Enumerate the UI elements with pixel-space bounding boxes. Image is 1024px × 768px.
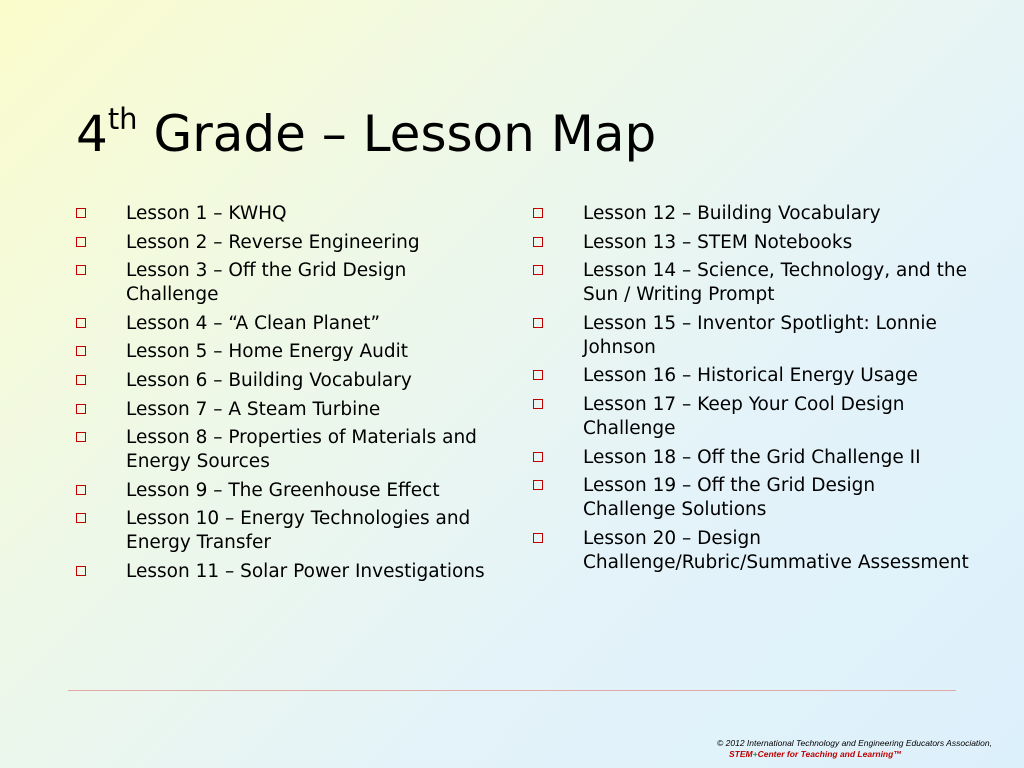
hollow-square-icon <box>533 533 543 543</box>
lesson-item <box>74 398 494 422</box>
hollow-square-icon <box>76 208 86 218</box>
lesson-label: Lesson 19 – Off the Grid Design Challenge Solutions <box>583 475 876 521</box>
lesson-item <box>531 446 971 470</box>
footer-brand-plus: + <box>752 749 758 759</box>
footer-divider <box>68 690 956 691</box>
lesson-label: Lesson 18 – Off the Grid Challenge II <box>583 446 921 468</box>
hollow-square-icon <box>533 318 543 328</box>
lesson-item <box>74 369 494 393</box>
lesson-label: Lesson 16 – Historical Energy Usage <box>583 365 918 387</box>
hollow-square-icon <box>76 265 86 275</box>
lesson-item <box>531 312 971 360</box>
footer-copyright: © 2012 International Technology and Engineering Educators Association, <box>717 738 992 748</box>
title-superscript: th <box>107 102 138 136</box>
lesson-item <box>531 202 971 226</box>
lesson-item <box>531 474 971 522</box>
footer-brand <box>717 749 992 760</box>
lesson-item <box>74 312 494 336</box>
lesson-label: Lesson 13 – STEM Notebooks <box>583 231 853 253</box>
hollow-square-icon <box>533 237 543 247</box>
lesson-label: Lesson 7 – A Steam Turbine <box>126 398 381 420</box>
hollow-square-icon <box>533 370 543 380</box>
hollow-square-icon <box>533 208 543 218</box>
hollow-square-icon <box>533 399 543 409</box>
footer <box>717 738 992 760</box>
title-number: 4 <box>76 105 108 163</box>
lesson-item <box>531 364 971 388</box>
lesson-label: Lesson 9 – The Greenhouse Effect <box>126 479 440 501</box>
lesson-item <box>74 340 494 364</box>
lesson-list-left <box>74 202 494 589</box>
footer-brand-name: Center for Teaching and Learning™ <box>757 749 902 759</box>
hollow-square-icon <box>76 237 86 247</box>
lesson-label: Lesson 17 – Keep Your Cool Design Challenge <box>583 393 905 439</box>
hollow-square-icon <box>76 432 86 442</box>
lesson-item <box>74 479 494 503</box>
lesson-label: Lesson 3 – Off the Grid Design Challenge <box>126 260 407 306</box>
lesson-item <box>74 259 494 307</box>
footer-brand-stem: STEM <box>729 749 753 759</box>
lesson-item <box>531 259 971 307</box>
hollow-square-icon <box>76 566 86 576</box>
hollow-square-icon <box>76 318 86 328</box>
hollow-square-icon <box>76 404 86 414</box>
lesson-label: Lesson 15 – Inventor Spotlight: Lonnie Johnson <box>583 312 937 358</box>
hollow-square-icon <box>533 265 543 275</box>
title-text: Grade – Lesson Map <box>137 105 657 163</box>
lesson-label: Lesson 8 – Properties of Materials and Energy Sources <box>126 427 477 473</box>
slide-title <box>76 102 656 166</box>
lesson-label: Lesson 11 – Solar Power Investigations <box>126 560 485 582</box>
lesson-label: Lesson 20 – Design Challenge/Rubric/Summative Assessment <box>583 527 969 573</box>
lesson-label: Lesson 6 – Building Vocabulary <box>126 369 412 391</box>
lesson-label: Lesson 4 – “A Clean Planet” <box>126 312 381 334</box>
lesson-list-right <box>531 202 971 579</box>
lesson-item <box>74 231 494 255</box>
lesson-item <box>74 560 494 584</box>
lesson-label: Lesson 10 – Energy Technologies and Energy Transfer <box>126 508 471 554</box>
hollow-square-icon <box>76 375 86 385</box>
lesson-label: Lesson 2 – Reverse Engineering <box>126 231 420 253</box>
lesson-item <box>531 393 971 441</box>
lesson-item <box>74 507 494 555</box>
hollow-square-icon <box>76 513 86 523</box>
lesson-label: Lesson 5 – Home Energy Audit <box>126 341 409 363</box>
lesson-item <box>74 426 494 474</box>
lesson-item <box>531 527 971 575</box>
lesson-item <box>74 202 494 226</box>
hollow-square-icon <box>533 480 543 490</box>
lesson-label: Lesson 14 – Science, Technology, and the Sun / Writing Prompt <box>583 260 968 306</box>
hollow-square-icon <box>76 346 86 356</box>
hollow-square-icon <box>533 452 543 462</box>
lesson-label: Lesson 1 – KWHQ <box>126 203 287 224</box>
lesson-item <box>531 231 971 255</box>
lesson-label: Lesson 12 – Building Vocabulary <box>583 203 881 224</box>
hollow-square-icon <box>76 485 86 495</box>
